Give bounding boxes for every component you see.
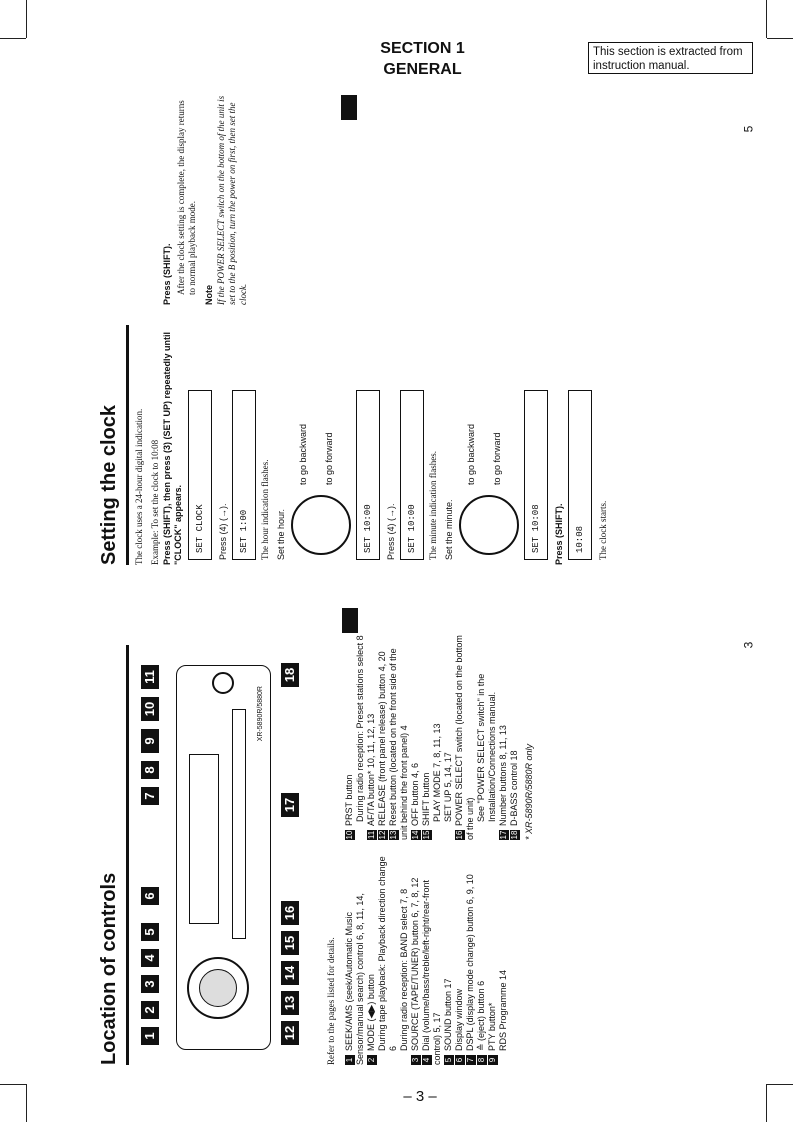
callout: 17: [281, 793, 299, 817]
callout: 3: [141, 975, 159, 993]
clock-step3-detail: After the clock setting is complete, the display returns to normal playback mode.: [176, 100, 197, 295]
model-label: XR-5890R/5880R: [257, 686, 264, 742]
crop-mark: [767, 38, 793, 39]
sub-step-2: Set the hour.: [276, 508, 286, 560]
callout: 1: [141, 1027, 159, 1045]
location-title: Location of controls: [98, 872, 120, 1065]
faceplate-drawing: [176, 665, 271, 1050]
extract-note: This section is extracted from instruction manual.: [588, 42, 753, 74]
refer-text: Refer to the pages listed for details.: [326, 937, 336, 1065]
crop-mark: [767, 1084, 793, 1085]
list-item: 18D-BASS control 18: [509, 750, 519, 840]
callout: 8: [141, 761, 159, 779]
clock-title: Setting the clock: [98, 404, 120, 565]
callout: 12: [281, 1021, 299, 1045]
callout: 5: [141, 923, 159, 941]
controls-list-right: [344, 635, 535, 840]
crop-mark: [766, 1084, 767, 1122]
lcd-hour-set: SET 10:00: [356, 390, 380, 560]
clock-example: Example: To set the clock to 10:08: [150, 439, 160, 565]
list-item: During radio reception: Preset stations select 8: [355, 635, 365, 822]
callouts-bottom-3: [281, 663, 299, 687]
list-item: 12RELEASE (front panel release) button 4, 20: [377, 651, 387, 840]
display-window: [189, 754, 219, 924]
callout: 13: [281, 991, 299, 1015]
dial-icon: [459, 495, 519, 555]
lcd-final: 10:08: [568, 390, 592, 560]
hour-flash-note: The hour indication flashes.: [260, 459, 270, 560]
crop-mark: [26, 0, 27, 38]
forward-label: to go forward: [324, 432, 334, 485]
dial-icon: [291, 495, 351, 555]
callout: 4: [141, 949, 159, 967]
list-item: 1SEEK/AMS (seek/Automatic Music Sensor/manual search) control 6, 8, 11, 14,: [344, 893, 365, 1065]
page-footer: – 3 –: [403, 1088, 437, 1105]
section-subtitle: GENERAL: [383, 61, 462, 78]
list-item: 16POWER SELECT switch (located on the bottom of the unit): [454, 635, 475, 840]
callout: 2: [141, 1001, 159, 1019]
list-item: 11AF/TA button* 10, 11, 12, 13: [366, 713, 376, 840]
rotated-manual-page: [86, 85, 736, 1075]
callouts-top-2: [141, 887, 159, 905]
list-item: 4Dial (volume/bass/treble/left-right/rear-front control) 5, 17: [421, 879, 442, 1065]
callout: 16: [281, 901, 299, 925]
list-item: During radio reception: BAND select 7, 8: [399, 888, 409, 1051]
backward-label: to go backward: [298, 423, 308, 485]
footnote: * XR-5890R/5880R only: [524, 743, 534, 840]
lcd-minute-set: SET 10:08: [524, 390, 548, 560]
number-buttons: [232, 709, 246, 939]
lcd-minute: SET 10:00: [400, 390, 424, 560]
sub-step-4: Set the minute.: [444, 499, 454, 560]
list-item: SET UP 5, 14, 17: [443, 752, 453, 822]
list-item: During tape playback: Playback direction change 6: [377, 856, 398, 1051]
d-bass-knob: [212, 672, 234, 694]
list-item: 3SOURCE (TAPE/TUNER) button 6, 7, 8, 12: [410, 850, 421, 1065]
callout: 15: [281, 931, 299, 955]
list-item: 5SOUND button 17: [443, 850, 454, 1065]
sub-step-3: Press (4) (→).: [386, 503, 396, 560]
dial-center: [199, 969, 237, 1007]
minute-flash-note: The minute indication flashes.: [428, 451, 438, 560]
callout: 10: [141, 697, 159, 721]
list-item: 6Display window: [454, 850, 465, 1065]
clock-intro: The clock uses a 24-hour digital indication.: [134, 408, 144, 565]
note-label: Note: [204, 285, 214, 305]
callout: 18: [281, 663, 299, 687]
clock-step1: Press (SHIFT), then press (3) (SET UP) repeatedly until "CLOCK" appears.: [162, 331, 183, 565]
callout: 14: [281, 961, 299, 985]
callouts-bottom-2: [281, 793, 299, 817]
note-text: If the POWER SELECT switch on the bottom of the unit is set to the B position, turn the power on first, then set the clock.: [216, 95, 248, 305]
list-item: 8≙ (eject) button 6: [476, 850, 487, 1065]
list-item: 13Reset button (located on the front side of the unit behind the front panel) 4: [388, 648, 409, 840]
sub-step-1: Press (4) (→).: [218, 503, 228, 560]
list-item: 2MODE (◀▶) button: [366, 850, 377, 1065]
page-number-right: 5: [741, 125, 756, 133]
callout: 6: [141, 887, 159, 905]
crop-mark: [766, 0, 767, 38]
list-item: 10PRST button: [344, 774, 354, 840]
list-item: 7DSPL (display mode change) button 6, 9, 10: [465, 850, 476, 1065]
callout: 7: [141, 787, 159, 805]
section-header: [340, 38, 505, 80]
crop-mark: [0, 38, 26, 39]
callouts-bottom: [281, 901, 299, 1045]
list-item: RDS Programme 14: [498, 969, 508, 1051]
clock-step3: Press (SHIFT).: [162, 243, 172, 305]
list-item: 15SHIFT button: [421, 772, 431, 840]
list-item: 14OFF button 4, 6: [410, 762, 420, 840]
list-item: See "POWER SELECT switch" in the Installation/Connections manual.: [476, 673, 497, 822]
title-rule: [126, 645, 129, 1065]
callout: 11: [141, 665, 159, 689]
list-item: PLAY MODE 7, 8, 11, 13: [432, 723, 442, 822]
page-number-left: 3: [741, 641, 756, 649]
list-item: 9PTY button*: [487, 850, 498, 1065]
title-rule: [126, 325, 129, 565]
callout: 9: [141, 729, 159, 753]
forward-label: to go forward: [492, 432, 502, 485]
backward-label: to go backward: [466, 423, 476, 485]
callouts-top: [141, 923, 159, 1045]
controls-list-left: [344, 850, 509, 1065]
lcd-clock: SET CLOCK: [188, 390, 212, 560]
crop-mark: [26, 1084, 27, 1122]
list-item: 17Number buttons 8, 11, 13: [498, 725, 508, 840]
clock-step2: Press (SHIFT).: [554, 503, 564, 565]
section-title: SECTION 1: [380, 40, 465, 57]
lcd-hour: SET 1:00: [232, 390, 256, 560]
callouts-top-3: [141, 665, 159, 805]
crop-mark: [0, 1084, 26, 1085]
clock-starts-note: The clock starts.: [598, 500, 608, 560]
